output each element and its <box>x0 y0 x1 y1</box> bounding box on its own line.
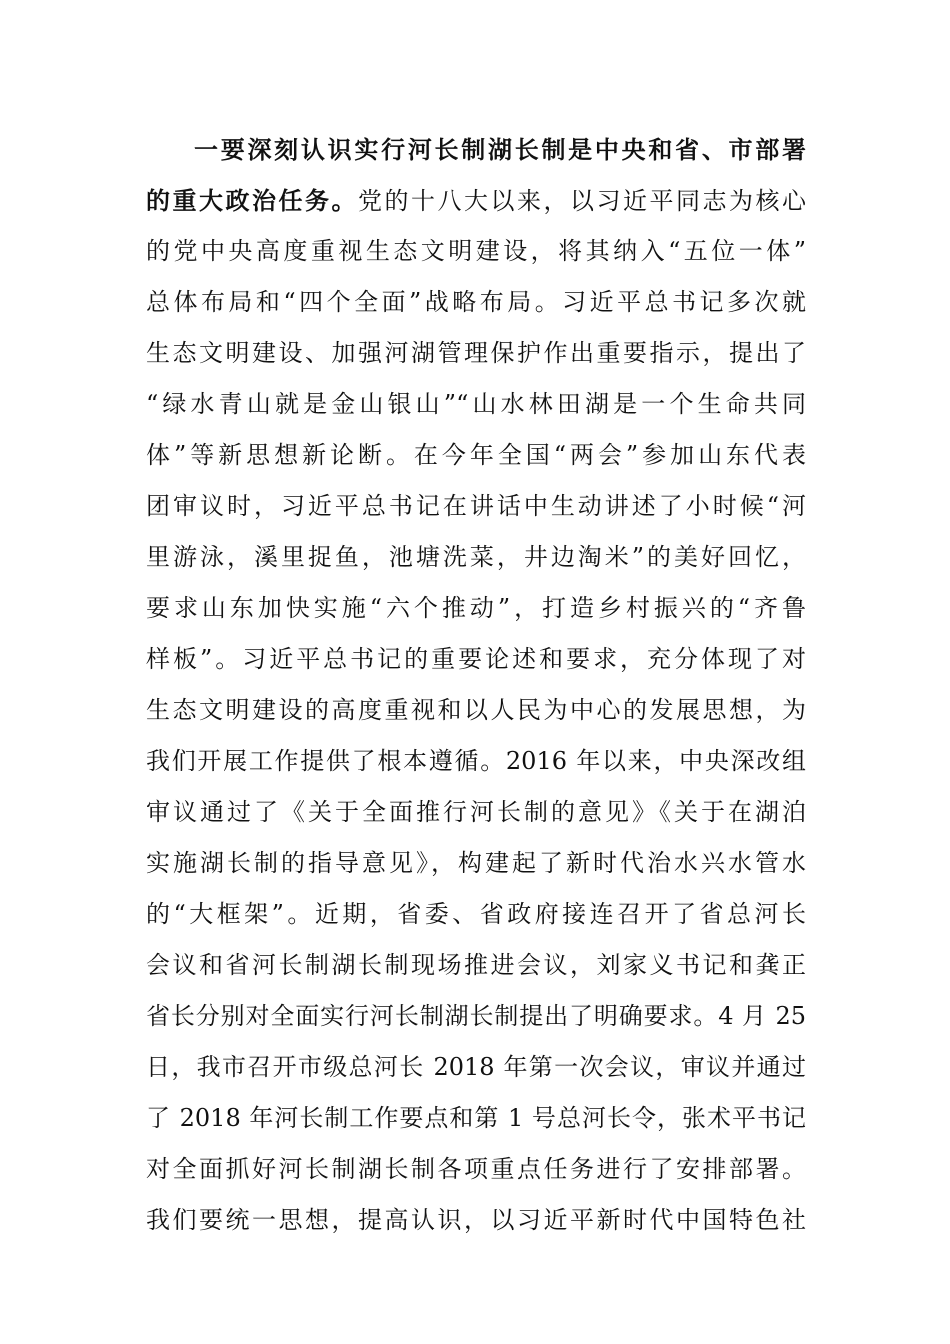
paragraph-line-20: 了 2018 年河长制工作要点和第 1 号总河长令，张术平书记 <box>146 1104 806 1132</box>
paragraph-line-9: 里游泳，溪里捉鱼，池塘洗菜，井边淘米”的美好回忆， <box>146 543 806 571</box>
paragraph-line-12: 生态文明建设的高度重视和以人民为中心的发展思想，为 <box>146 696 806 724</box>
paragraph-line-18: 省长分别对全面实行河长制湖长制提出了明确要求。4 月 25 <box>146 1002 806 1030</box>
paragraph-line-22: 我们要统一思想，提高认识，以习近平新时代中国特色社 <box>146 1206 806 1234</box>
paragraph-line-16: 的“大框架”。近期，省委、省政府接连召开了省总河长 <box>146 900 806 928</box>
paragraph-line-17: 会议和省河长制湖长制现场推进会议，刘家义书记和龚正 <box>146 951 806 979</box>
paragraph-line-5: 生态文明建设、加强河湖管理保护作出重要指示，提出了 <box>146 339 806 367</box>
paragraph-line-10: 要求山东加快实施“六个推动”，打造乡村振兴的“齐鲁 <box>146 594 806 622</box>
paragraph-line-11: 样板”。习近平总书记的重要论述和要求，充分体现了对 <box>146 645 806 673</box>
paragraph-line-2-text: 党的十八大以来，以习近平同志为核心 <box>358 187 806 215</box>
paragraph-heading-line-1: 一要深刻认识实行河长制湖长制是中央和省、市部署 <box>194 135 806 164</box>
paragraph-line-6: “绿水青山就是金山银山”“山水林田湖是一个生命共同 <box>146 390 806 418</box>
paragraph-line-21: 对全面抓好河长制湖长制各项重点任务进行了安排部署。 <box>146 1155 806 1183</box>
paragraph-line-14: 审议通过了《关于全面推行河长制的意见》《关于在湖泊 <box>146 798 806 826</box>
paragraph-line-13: 我们开展工作提供了根本遵循。2016 年以来，中央深改组 <box>146 747 806 775</box>
paragraph-line-7: 体”等新思想新论断。在今年全国“两会”参加山东代表 <box>146 441 806 469</box>
paragraph-line-2 <box>146 175 806 226</box>
paragraph-line-4: 总体布局和“四个全面”战略布局。习近平总书记多次就 <box>146 288 806 316</box>
paragraph-line-15: 实施湖长制的指导意见》，构建起了新时代治水兴水管水 <box>146 849 806 877</box>
paragraph-line-8: 团审议时，习近平总书记在讲话中生动讲述了小时候“河 <box>146 492 806 520</box>
body-paragraph <box>146 124 806 1246</box>
paragraph-line-19: 日，我市召开市级总河长 2018 年第一次会议，审议并通过 <box>146 1053 806 1081</box>
paragraph-line-3: 的党中央高度重视生态文明建设，将其纳入“五位一体” <box>146 237 806 265</box>
paragraph-heading-end: 的重大政治任务。 <box>146 186 358 215</box>
